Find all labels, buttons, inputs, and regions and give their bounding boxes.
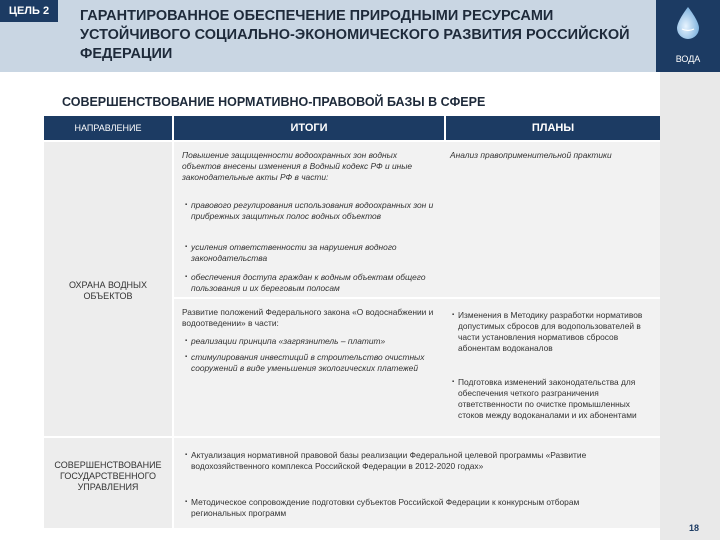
page-title: ГАРАНТИРОВАННОЕ ОБЕСПЕЧЕНИЕ ПРИРОДНЫМИ РЕСУРСАМИ УСТОЙЧИВОГО СОЦИАЛЬНО-ЭКОНОМИЧЕСКОГО РАЗВИТИЯ РОССИЙСКОЙ ФЕДЕРАЦИИ bbox=[80, 8, 630, 62]
results-bullet: ▪ стимулирования инвестиций в строительство очистных сооружений в виде уменьшения экологических платежей bbox=[191, 352, 443, 374]
right-margin-panel bbox=[660, 72, 720, 540]
results-bullet: ▪ Актуализация нормативной правовой базы реализации Федеральной целевой программы «Развитие водохозяйственного комплекса Российской Федерации в 2012-2020 годах» bbox=[191, 450, 631, 472]
plan-text: Анализ правоприменительной практики bbox=[450, 150, 612, 160]
column-header-direction: НАПРАВЛЕНИЕ bbox=[44, 116, 172, 140]
direction-label: СОВЕРШЕНСТВОВАНИЕ ГОСУДАРСТВЕННОГО УПРАВЛЕНИЯ bbox=[54, 460, 162, 492]
water-label: ВОДА bbox=[675, 54, 701, 64]
water-drop-icon bbox=[674, 6, 702, 40]
column-header-results: ИТОГИ bbox=[174, 116, 444, 140]
header-bar bbox=[0, 0, 720, 72]
results-intro-1: Повышение защищенности водоохранных зон водных объектов внесены изменения в Водный кодекс РФ и иные законодательные акты РФ в части: bbox=[182, 150, 413, 182]
plan-bullet: ▪ Изменения в Методику разработки нормативов допустимых сбросов для водопользователей в части установления нормативов сбросов абонентам водоканалов bbox=[458, 310, 656, 354]
results-bullet: ▪ правового регулирования использования водоохранных зон и прибрежных защитных полос водных объектов bbox=[191, 200, 443, 222]
results-bullet: ▪ Методическое сопровождение подготовки субъектов Российской Федерации к конкурсным отборам региональных программ bbox=[191, 497, 631, 519]
plan-bullet: ▪ Подготовка изменений законодательства для обеспечения четкого разграничения ответственности по очистке промышленных стоков между водоканалами и их абонентами bbox=[458, 377, 656, 421]
results-intro-2: Развитие положений Федерального закона «О водоснабжении и водоотведении» в части: bbox=[182, 307, 434, 328]
results-bullet: ▪ реализации принципа «загрязнитель – платит» bbox=[191, 336, 443, 347]
goal-badge: ЦЕЛЬ 2 bbox=[0, 0, 58, 22]
results-bullet: ▪ обеспечения доступа граждан к водным объектам общего пользования и их береговым полосам bbox=[191, 272, 447, 294]
results-bullet: ▪ усиления ответственности за нарушения водного законодательства bbox=[191, 242, 443, 264]
water-panel bbox=[656, 0, 720, 72]
section-title: СОВЕРШЕНСТВОВАНИЕ НОРМАТИВНО-ПРАВОВОЙ БАЗЫ В СФЕРЕ bbox=[62, 95, 486, 109]
page-number: 18 bbox=[689, 523, 700, 533]
direction-cell-governance bbox=[44, 438, 172, 528]
direction-label: ОХРАНА ВОДНЫХ ОБЪЕКТОВ bbox=[68, 280, 148, 301]
column-header-plans: ПЛАНЫ bbox=[446, 116, 660, 140]
direction-cell-water-protection bbox=[44, 142, 172, 436]
